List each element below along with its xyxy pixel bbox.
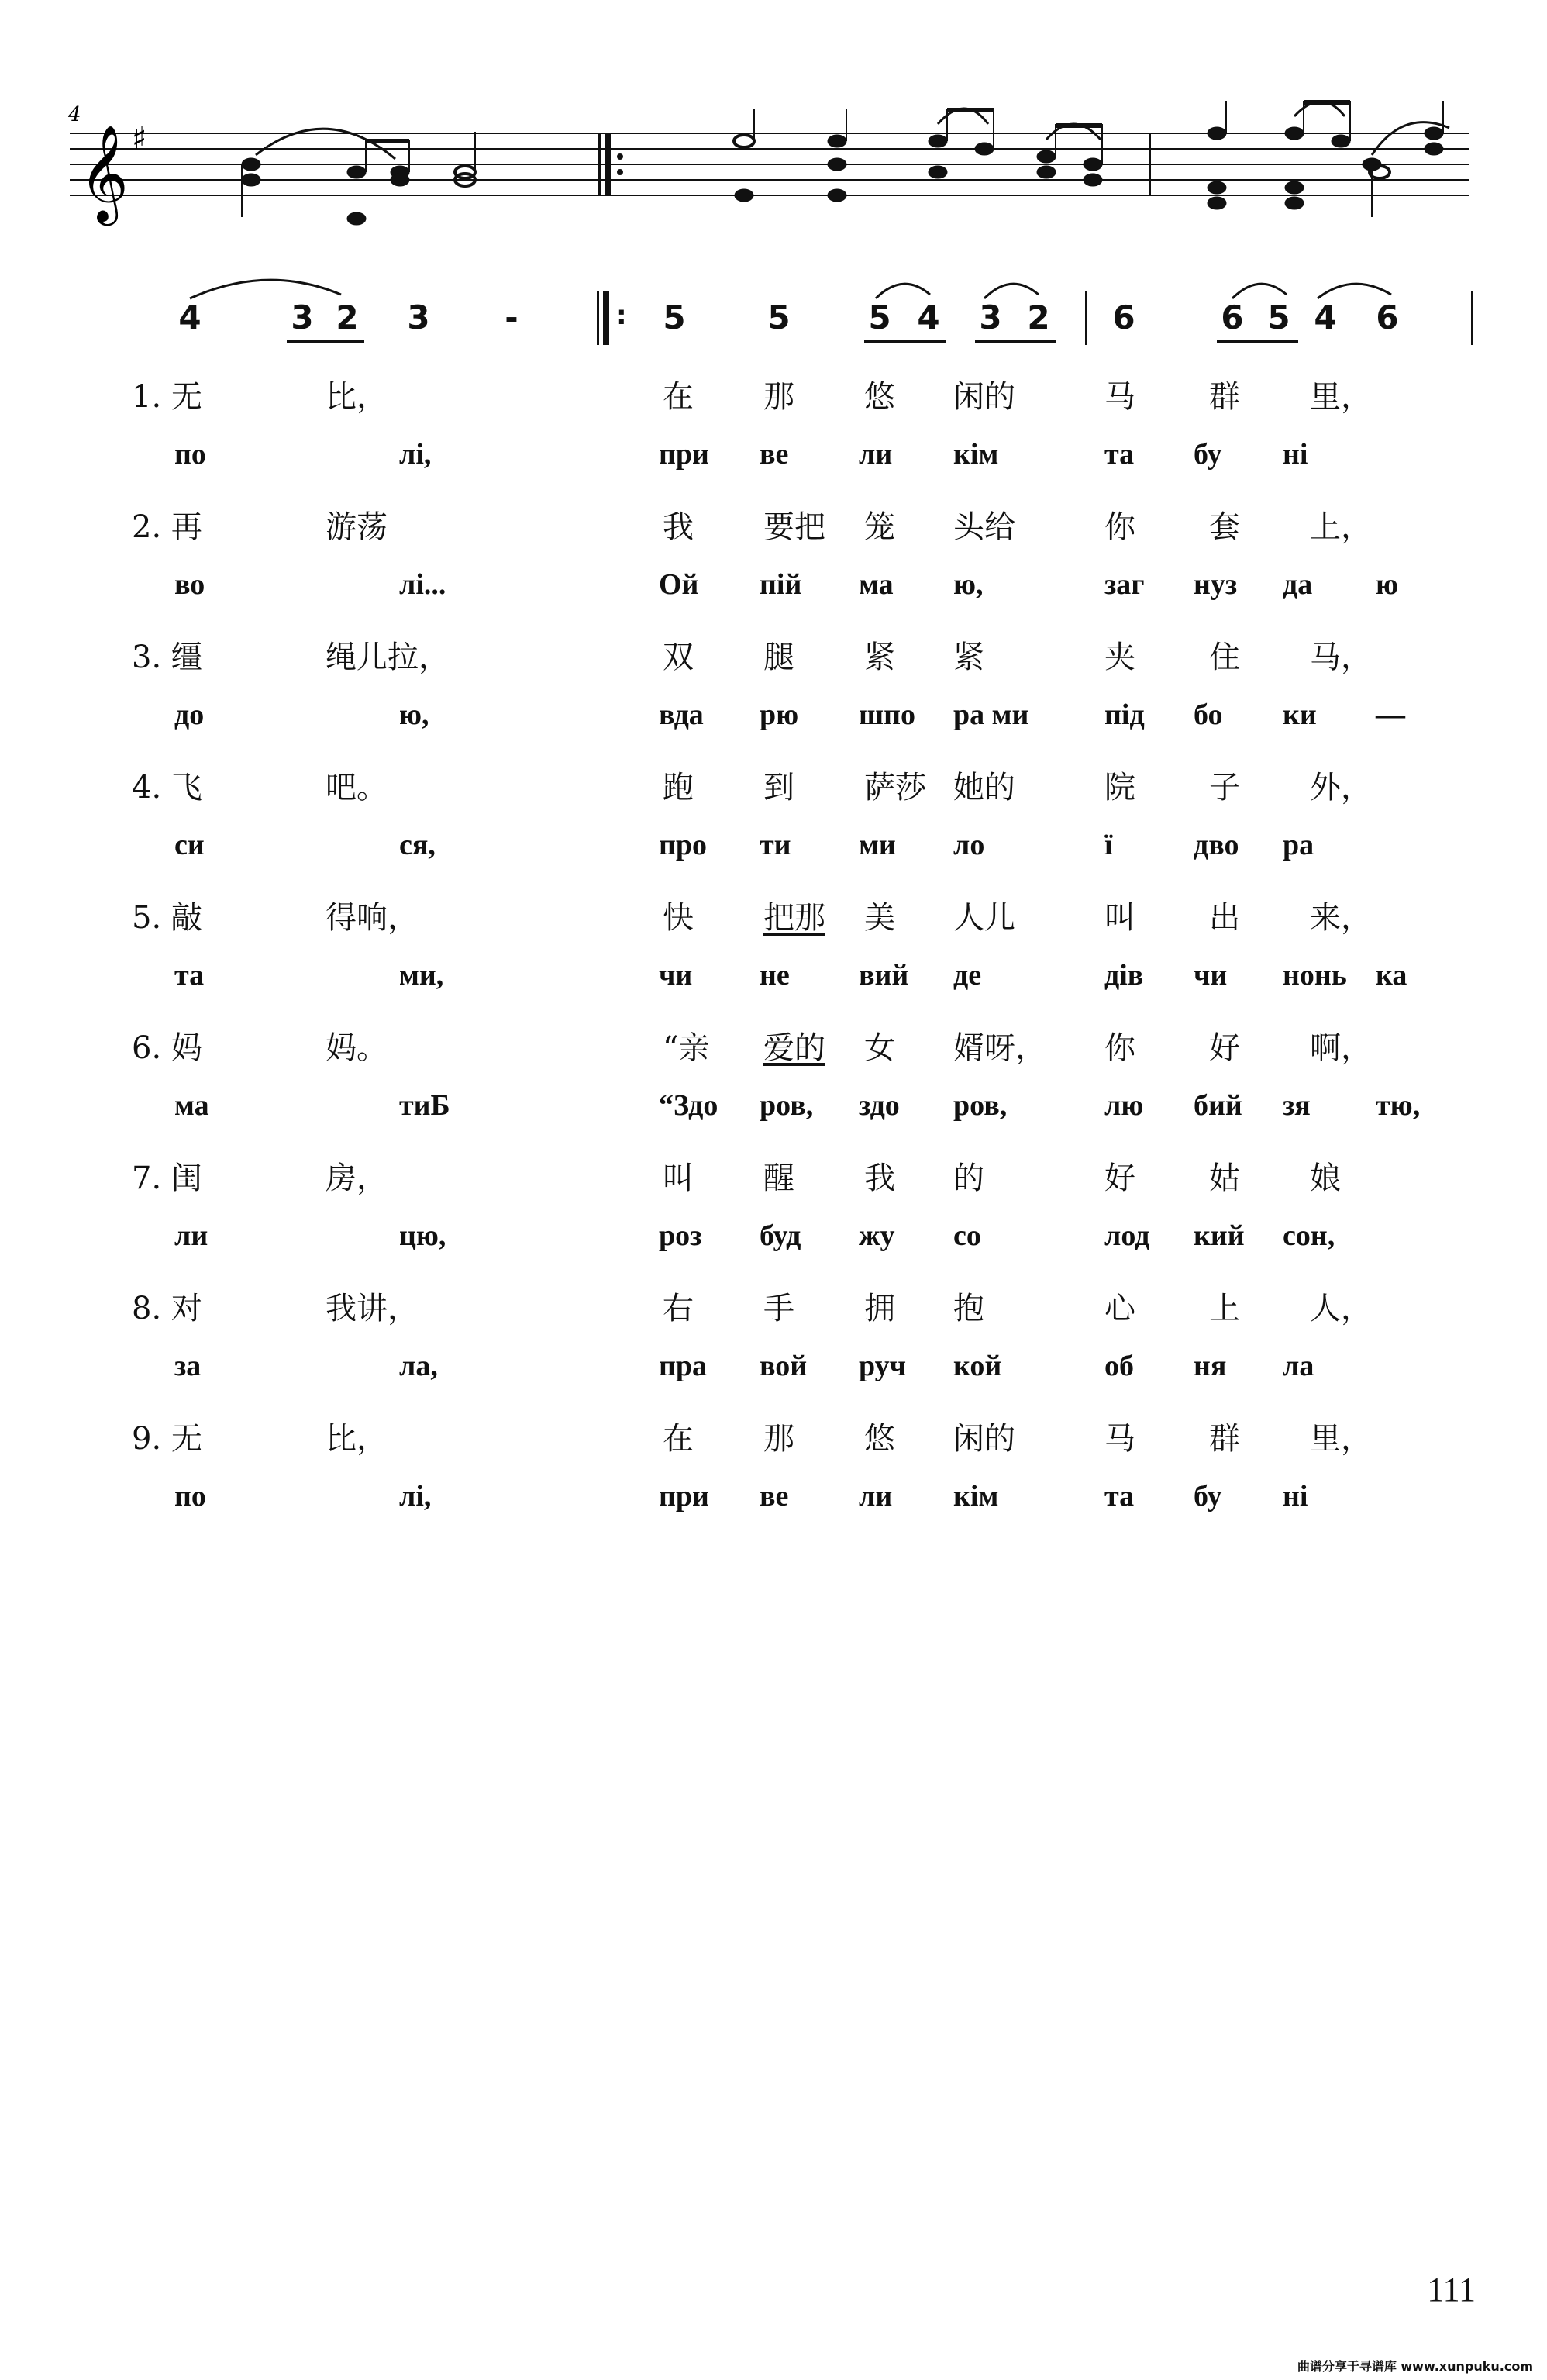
lyric-word-zh: 里， — [1310, 379, 1372, 415]
lyric-word-uk: буд — [760, 1219, 801, 1252]
lyric-row-uk — [0, 437, 1547, 502]
lyric-word-zh: 闲的 — [953, 1421, 1015, 1457]
lyric-word-uk: ні — [1283, 1480, 1308, 1513]
lyric-word-uk: ми, — [399, 959, 444, 992]
lyric-word-zh: 妈。 — [326, 1030, 388, 1066]
lyric-word-zh: 1. 无 — [132, 379, 202, 415]
lyric-word-uk: чи — [659, 959, 693, 992]
lyric-row-zh — [0, 1284, 1547, 1349]
lyric-word-zh: 比， — [326, 1421, 388, 1457]
lyric-word-uk: роз — [659, 1219, 702, 1252]
jianpu-note: 4 — [178, 298, 202, 336]
lyric-word-uk: ти — [760, 829, 791, 861]
jianpu-row — [0, 298, 1547, 353]
lyric-word-zh: 上， — [1310, 509, 1372, 545]
lyric-word-zh: 跑 — [663, 770, 694, 805]
lyric-word-uk: ра — [1283, 829, 1314, 861]
lyric-word-uk: ло — [953, 829, 985, 861]
lyric-word-zh: 马 — [1104, 379, 1135, 415]
lyric-word-zh: 她的 — [953, 770, 1015, 805]
lyric-word-zh: 笼 — [864, 509, 895, 545]
lyric-word-zh: 姑 — [1209, 1161, 1240, 1196]
lyric-word-uk: не — [760, 959, 790, 992]
lyric-word-zh: 群 — [1209, 379, 1240, 415]
lyric-word-uk: де — [953, 959, 982, 992]
lyric-word-uk: ки — [1283, 698, 1317, 731]
lyric-word-zh: 叫 — [1104, 900, 1135, 936]
lyric-word-zh: 右 — [663, 1291, 694, 1326]
notes-measure-4 — [242, 129, 475, 225]
notes-measure-5 — [734, 109, 1102, 202]
lyric-word-uk: — — [1376, 698, 1405, 731]
lyric-word-zh: 的 — [953, 1161, 984, 1196]
lyric-word-uk: вой — [760, 1350, 808, 1382]
lyric-word-uk: ма — [859, 568, 894, 601]
lyric-word-uk: бий — [1194, 1089, 1242, 1122]
lyric-word-uk: по — [174, 438, 206, 471]
lyric-word-zh: 你 — [1104, 1030, 1135, 1066]
lyric-word-zh: 腿 — [763, 640, 794, 675]
lyric-word-zh: 夹 — [1104, 640, 1135, 675]
jianpu-note: 3 — [979, 298, 1002, 336]
lyric-word-uk: при — [659, 1480, 709, 1513]
lyric-word-zh: 5. 敲 — [132, 900, 202, 936]
lyric-word-zh: 房， — [326, 1161, 388, 1196]
staff-svg — [62, 93, 1480, 295]
lyric-row-uk — [0, 1088, 1547, 1154]
jianpu-underline — [864, 340, 946, 343]
lyric-word-zh: 外， — [1310, 770, 1372, 805]
jianpu-dash: - — [505, 298, 519, 336]
lyric-word-uk: при — [659, 438, 709, 471]
lyric-word-zh: 头给 — [953, 509, 1015, 545]
lyric-word-zh: 紧 — [864, 640, 895, 675]
lyric-row-zh — [0, 1154, 1547, 1219]
treble-clef-icon: 𝄞 — [79, 125, 129, 222]
lyric-row-uk — [0, 1219, 1547, 1284]
lyric-word-zh: 我 — [864, 1161, 895, 1196]
jianpu-note: 6 — [1376, 298, 1399, 336]
lyric-word-zh: 在 — [663, 379, 694, 415]
jianpu-note: 5 — [767, 298, 791, 336]
lyric-word-uk: нуз — [1194, 568, 1238, 601]
lyric-row-zh — [0, 502, 1547, 567]
lyric-word-uk: дво — [1194, 829, 1239, 861]
lyric-word-uk: ма — [174, 1089, 209, 1122]
lyric-word-uk: заг — [1104, 568, 1145, 601]
lyric-word-uk: лю — [1104, 1089, 1144, 1122]
lyric-word-uk: лод — [1104, 1219, 1150, 1252]
lyric-word-zh: 套 — [1209, 509, 1240, 545]
lyric-word-uk: да — [1283, 568, 1313, 601]
lyric-word-zh: 娘 — [1310, 1161, 1341, 1196]
lyric-word-zh: 3. 缰 — [132, 640, 202, 675]
jianpu-underline — [287, 340, 364, 343]
jianpu-note: 2 — [1027, 298, 1050, 336]
jianpu-note: 2 — [336, 298, 359, 336]
jianpu-note: 6 — [1221, 298, 1244, 336]
lyric-word-uk: ли — [174, 1219, 208, 1252]
lyric-word-uk: шпо — [859, 698, 915, 731]
lyric-word-uk: ні — [1283, 438, 1308, 471]
jianpu-underline — [975, 340, 1056, 343]
lyric-word-zh: “亲 — [663, 1030, 710, 1066]
lyric-word-uk: за — [174, 1350, 202, 1382]
lyric-word-zh: 出 — [1209, 900, 1240, 936]
lyric-word-uk: здо — [859, 1089, 900, 1122]
lyric-word-zh: 爱的 — [763, 1030, 825, 1066]
jianpu-note: 5 — [868, 298, 891, 336]
lyric-word-uk: під — [1104, 698, 1145, 731]
lyric-word-zh: 婿呀， — [953, 1030, 1046, 1066]
lyric-word-zh: 7. 闺 — [132, 1161, 202, 1196]
lyric-word-uk: сон, — [1283, 1219, 1335, 1252]
lyric-word-zh: 4. 飞 — [132, 770, 202, 805]
lyric-word-uk: кім — [953, 438, 999, 471]
lyric-word-uk: дів — [1104, 959, 1144, 992]
lyric-row-uk — [0, 698, 1547, 763]
lyric-word-zh: 来， — [1310, 900, 1372, 936]
lyric-word-uk: ве — [760, 438, 789, 471]
lyric-word-uk: во — [174, 568, 205, 601]
lyric-word-zh: 在 — [663, 1421, 694, 1457]
lyric-word-uk: ю, — [953, 568, 984, 601]
lyric-word-uk: си — [174, 829, 205, 861]
lyric-word-zh: 吧。 — [326, 770, 388, 805]
lyric-word-uk: по — [174, 1480, 206, 1513]
lyric-word-zh: 8. 对 — [132, 1291, 202, 1326]
lyric-word-uk: та — [174, 959, 205, 992]
lyric-word-zh: 那 — [763, 379, 794, 415]
lyric-word-zh: 抱 — [953, 1291, 984, 1326]
lyrics-block — [0, 372, 1547, 1544]
lyric-row-zh — [0, 893, 1547, 958]
lyric-word-zh: 上 — [1209, 1291, 1240, 1326]
lyric-word-uk: ю, — [399, 698, 429, 731]
lyric-word-zh: 我 — [663, 509, 694, 545]
lyric-word-zh: 紧 — [953, 640, 984, 675]
lyric-word-zh: 游荡 — [326, 509, 388, 545]
staff-notation — [62, 93, 1480, 295]
notes-measure-6 — [1208, 101, 1449, 217]
lyric-row-uk — [0, 1479, 1547, 1544]
lyric-word-zh: 醒 — [763, 1161, 794, 1196]
lyric-word-zh: 闲的 — [953, 379, 1015, 415]
lyric-word-uk: цю, — [399, 1219, 446, 1252]
lyric-word-uk: ров, — [760, 1089, 814, 1122]
lyric-word-uk: тю, — [1376, 1089, 1421, 1122]
lyric-word-zh: 双 — [663, 640, 694, 675]
lyric-word-zh: 悠 — [864, 379, 895, 415]
lyric-word-zh: 比， — [326, 379, 388, 415]
page-number: 111 — [1427, 2271, 1476, 2309]
lyric-word-uk: нонь — [1283, 959, 1347, 992]
lyric-row-uk — [0, 1349, 1547, 1414]
lyric-word-zh: 要把 — [763, 509, 825, 545]
lyric-row-zh — [0, 763, 1547, 828]
repeat-barline — [597, 291, 599, 345]
jianpu-underline — [1217, 340, 1298, 343]
jianpu-note: 3 — [407, 298, 430, 336]
lyric-word-uk: ю — [1376, 568, 1399, 601]
lyric-row-uk — [0, 828, 1547, 893]
lyric-word-zh: 9. 无 — [132, 1421, 202, 1457]
lyric-word-zh: 我讲， — [326, 1291, 419, 1326]
lyric-word-zh: 子 — [1209, 770, 1240, 805]
lyric-row-zh — [0, 1414, 1547, 1479]
lyric-row-uk — [0, 567, 1547, 633]
lyric-word-uk: лі, — [399, 1480, 432, 1513]
jianpu-barline — [1085, 291, 1087, 345]
lyric-word-uk: руч — [859, 1350, 907, 1382]
lyric-word-uk: чи — [1194, 959, 1228, 992]
lyric-word-zh: 快 — [663, 900, 694, 936]
lyric-word-uk: вда — [659, 698, 704, 731]
lyric-word-uk: та — [1104, 1480, 1135, 1513]
lyric-word-zh: 马， — [1310, 640, 1372, 675]
lyric-word-uk: Ой — [659, 568, 699, 601]
lyric-word-zh: 人儿 — [953, 900, 1015, 936]
lyric-word-uk: со — [953, 1219, 981, 1252]
lyric-word-zh: 那 — [763, 1421, 794, 1457]
lyric-word-uk: ка — [1376, 959, 1407, 992]
jianpu-note: 6 — [1112, 298, 1135, 336]
lyric-word-uk: зя — [1283, 1089, 1311, 1122]
jianpu-note: 4 — [1314, 298, 1337, 336]
lyric-word-uk: ї — [1104, 829, 1113, 861]
lyric-word-uk: жу — [859, 1219, 895, 1252]
lyric-word-zh: 手 — [763, 1291, 794, 1326]
lyric-word-uk: ла — [1283, 1350, 1314, 1382]
lyric-word-zh: 好 — [1104, 1161, 1135, 1196]
lyric-word-zh: 萨莎 — [864, 770, 926, 805]
jianpu-barline — [1471, 291, 1473, 345]
lyric-word-uk: вий — [859, 959, 909, 992]
lyric-word-uk: тиБ — [399, 1089, 450, 1122]
lyric-word-zh: 群 — [1209, 1421, 1240, 1457]
lyric-word-uk: ми — [859, 829, 896, 861]
jianpu-note: 3 — [291, 298, 314, 336]
lyric-word-zh: 得响， — [326, 900, 419, 936]
sharp-icon: ♯ — [132, 121, 147, 157]
lyric-word-zh: 绳儿拉， — [326, 640, 450, 675]
lyric-row-uk — [0, 958, 1547, 1023]
lyric-word-uk: ве — [760, 1480, 789, 1513]
lyric-word-uk: та — [1104, 438, 1135, 471]
jianpu-note: 5 — [663, 298, 686, 336]
lyric-word-zh: 人， — [1310, 1291, 1372, 1326]
lyric-row-zh — [0, 372, 1547, 437]
lyric-word-uk: рю — [760, 698, 799, 731]
lyric-word-zh: 拥 — [864, 1291, 895, 1326]
measure-number: 4 — [68, 103, 81, 126]
lyric-word-uk: ся, — [399, 829, 436, 861]
lyric-word-zh: 院 — [1104, 770, 1135, 805]
lyric-word-uk: про — [659, 829, 708, 861]
lyric-word-zh: 马 — [1104, 1421, 1135, 1457]
lyric-word-uk: ра ми — [953, 698, 1029, 731]
lyric-word-uk: кий — [1194, 1219, 1245, 1252]
lyric-word-uk: бо — [1194, 698, 1223, 731]
lyric-word-zh: 把那 — [763, 900, 825, 936]
lyric-word-uk: кой — [953, 1350, 1002, 1382]
lyric-word-zh: 心 — [1104, 1291, 1135, 1326]
lyric-row-zh — [0, 633, 1547, 698]
lyric-word-zh: 女 — [864, 1030, 895, 1066]
lyric-word-uk: кім — [953, 1480, 999, 1513]
lyric-word-uk: лі... — [399, 568, 446, 601]
lyric-word-zh: 2. 再 — [132, 509, 202, 545]
lyric-word-zh: 6. 妈 — [132, 1030, 202, 1066]
lyric-word-zh: 美 — [864, 900, 895, 936]
lyric-word-zh: 住 — [1209, 640, 1240, 675]
lyric-word-uk: лі, — [399, 438, 432, 471]
lyric-word-uk: ли — [859, 1480, 893, 1513]
lyric-word-uk: ров, — [953, 1089, 1008, 1122]
lyric-word-zh: 到 — [763, 770, 794, 805]
lyric-word-zh: 好 — [1209, 1030, 1240, 1066]
jianpu-note: 4 — [917, 298, 940, 336]
lyric-word-uk: бу — [1194, 438, 1222, 471]
lyric-word-uk: ли — [859, 438, 893, 471]
lyric-word-zh: 叫 — [663, 1161, 694, 1196]
repeat-dots: : — [616, 300, 627, 331]
repeat-barline-thick — [603, 291, 609, 345]
lyric-word-uk: “Здо — [659, 1089, 718, 1122]
lyric-word-uk: до — [174, 698, 205, 731]
jianpu-note: 5 — [1267, 298, 1290, 336]
lyric-word-uk: об — [1104, 1350, 1134, 1382]
lyric-word-zh: 你 — [1104, 509, 1135, 545]
lyric-row-zh — [0, 1023, 1547, 1088]
lyric-word-uk: пра — [659, 1350, 708, 1382]
lyric-word-zh: 啊， — [1310, 1030, 1372, 1066]
lyric-word-zh: 悠 — [864, 1421, 895, 1457]
lyric-word-uk: пій — [760, 568, 802, 601]
lyric-word-zh: 里， — [1310, 1421, 1372, 1457]
staff-lines — [70, 133, 1469, 195]
lyric-word-uk: ла, — [399, 1350, 438, 1382]
lyric-word-uk: ня — [1194, 1350, 1227, 1382]
lyric-word-uk: бу — [1194, 1480, 1222, 1513]
watermark: 曲谱分享于寻谱库 www.xunpuku.com — [1297, 2359, 1533, 2374]
